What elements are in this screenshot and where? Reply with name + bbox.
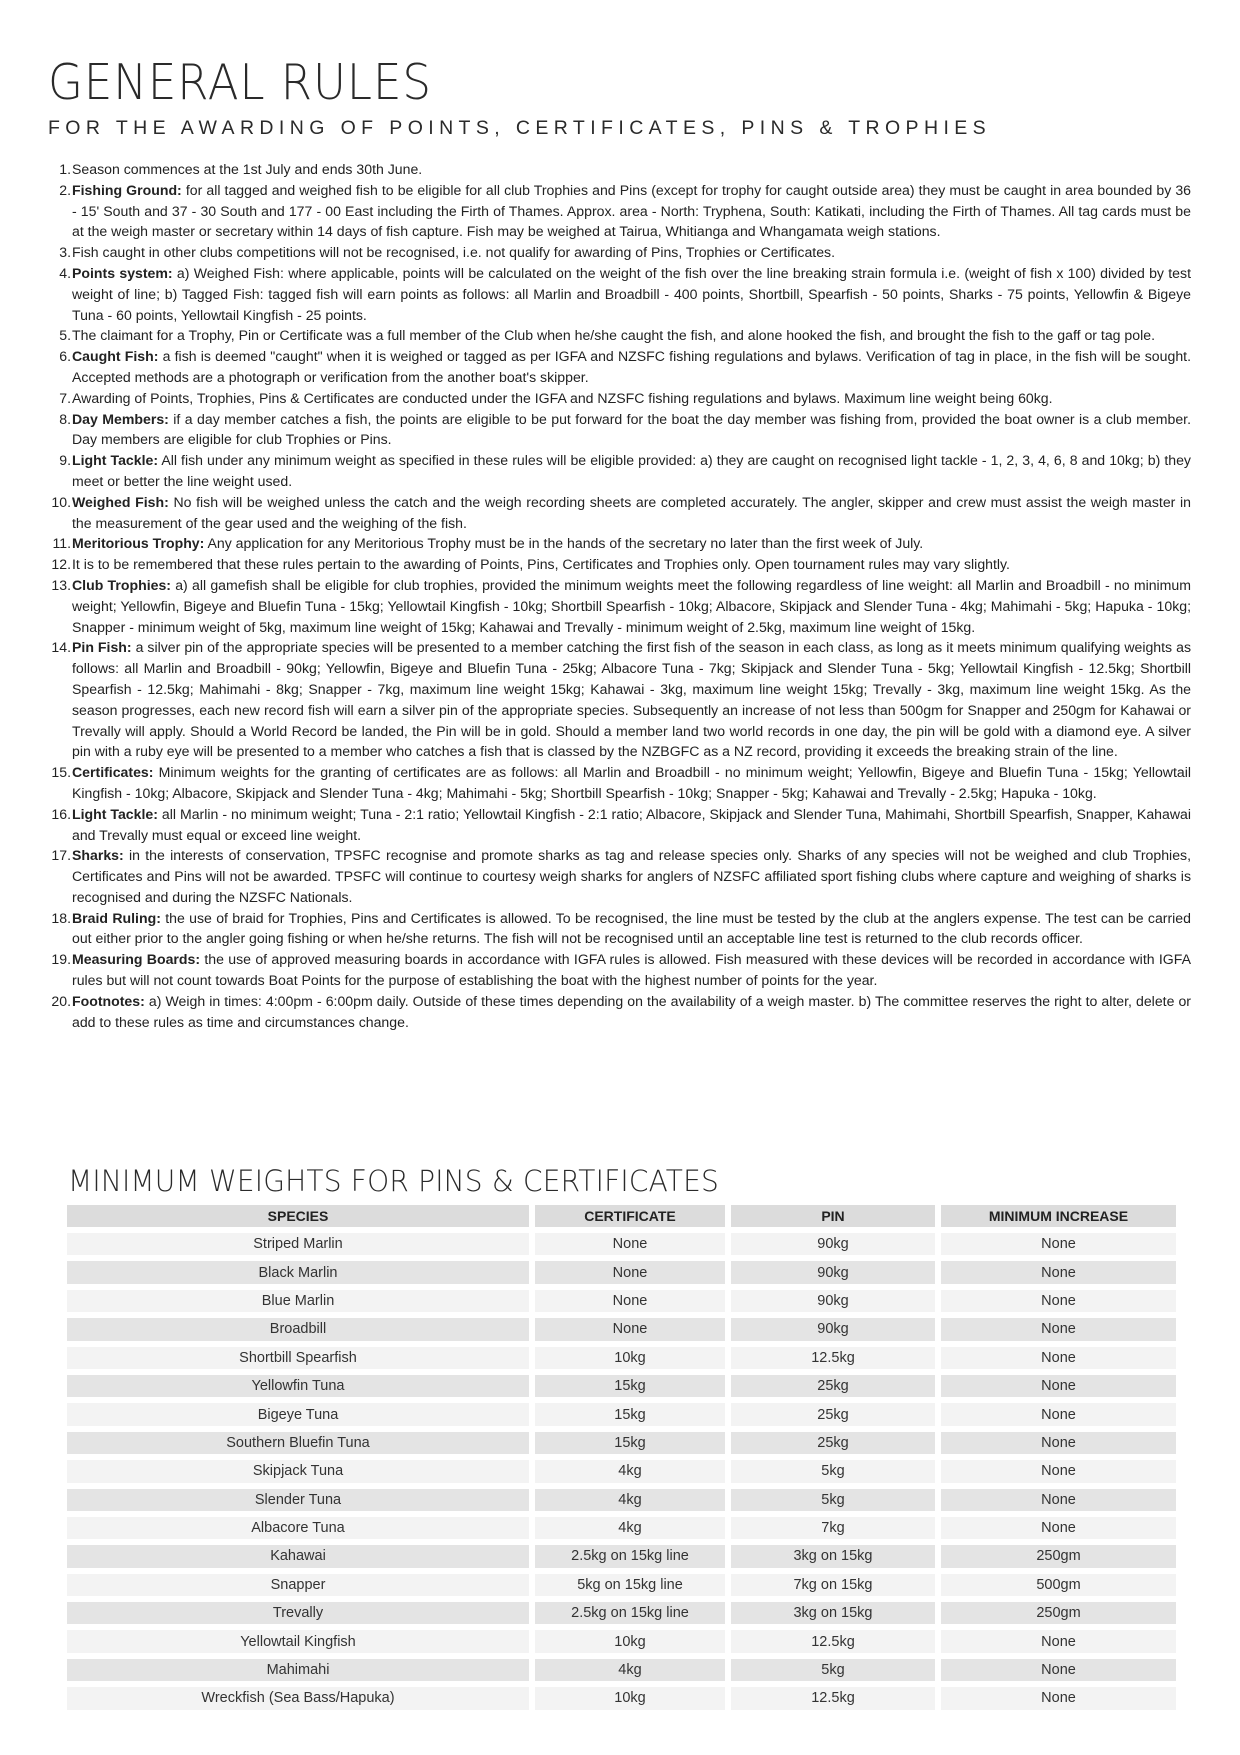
table-row xyxy=(67,1432,1176,1454)
certificate-cell: None xyxy=(535,1290,725,1312)
minimum-increase-cell: 500gm xyxy=(941,1574,1176,1596)
rule-item xyxy=(53,908,1191,950)
rule-item xyxy=(53,325,1191,346)
minimum-weights-table xyxy=(61,1199,1182,1716)
species-cell: Yellowtail Kingfish xyxy=(67,1630,529,1652)
rule-text: a) Weigh in times: 4:00pm - 6:00pm daily. Outside of these times depending on the availability of a weigh master. b) The committee reserves the right to alter, delete or add to these rules as time and circumstances change. xyxy=(72,992,1191,1030)
table-row xyxy=(67,1659,1176,1681)
pin-cell: 5kg xyxy=(731,1489,935,1511)
rule-item xyxy=(53,533,1191,554)
certificate-cell: 4kg xyxy=(535,1517,725,1539)
minimum-increase-cell: None xyxy=(941,1432,1176,1454)
rule-text: No fish will be weighed unless the catch and the weigh recording sheets are completed accurately. The angler, skipper and crew must assist the weigh master in the measurement of the gear used and the weighing of the fish. xyxy=(72,493,1191,531)
rule-heading: Certificates: xyxy=(72,764,154,781)
rule-text: Fish caught in other clubs competitions will not be recognised, i.e. not qualify for awarding of Pins, Trophies or Certificates. xyxy=(72,244,836,261)
table-row xyxy=(67,1318,1176,1340)
table-row xyxy=(67,1545,1176,1567)
certificate-cell: 5kg on 15kg line xyxy=(535,1574,725,1596)
rule-heading: Caught Fish: xyxy=(72,348,159,365)
pin-cell: 90kg xyxy=(731,1261,935,1283)
rule-number: 14. xyxy=(51,639,71,656)
table-row xyxy=(67,1460,1176,1482)
rule-item xyxy=(53,450,1191,492)
table-row xyxy=(67,1375,1176,1397)
rule-number: 4. xyxy=(59,264,71,281)
column-header-minimum-increase: MINIMUM INCREASE xyxy=(941,1205,1176,1227)
minimum-increase-cell: None xyxy=(941,1489,1176,1511)
pin-cell: 12.5kg xyxy=(731,1347,935,1369)
pin-cell: 90kg xyxy=(731,1290,935,1312)
rule-number: 12. xyxy=(51,556,71,573)
rule-heading: Light Tackle: xyxy=(72,805,158,822)
table-row xyxy=(67,1489,1176,1511)
species-cell: Kahawai xyxy=(67,1545,529,1567)
rule-number: 6. xyxy=(59,348,71,365)
rule-text: Minimum weights for the granting of certificates are as follows: all Marlin and Broadbill - no minimum weight; Yellowfin, Bigeye and Bluefin Tuna - 15kg; Yellowtail Kingfish - 10kg; Albacore, Skipjack and Slender Tuna - 4kg; Mahimahi - 5kg; Shortbill Spearfish - 10kg; Snapper - 5kg; Kahawai and Trevally - 2.5kg; Hapuka - 10kg. xyxy=(72,764,1191,801)
table-row xyxy=(67,1602,1176,1624)
species-cell: Snapper xyxy=(67,1574,529,1596)
minimum-increase-cell: None xyxy=(941,1347,1176,1369)
certificate-cell: 15kg xyxy=(535,1432,725,1454)
species-cell: Yellowfin Tuna xyxy=(67,1375,529,1397)
rule-item xyxy=(53,346,1191,388)
rule-item xyxy=(53,263,1191,325)
species-cell: Slender Tuna xyxy=(67,1489,529,1511)
species-cell: Wreckfish (Sea Bass/Hapuka) xyxy=(67,1687,529,1709)
rules-list xyxy=(53,159,1191,1032)
rule-text: the use of braid for Trophies, Pins and Certificates is allowed. To be recognised, the line must be tested by the club at the anglers expense. The test can be carried out either prior to the angler going fishing or when he/she returns. The fish will not be recognised until an acceptable line test is returned to the club records officer. xyxy=(72,909,1191,947)
rule-heading: Sharks: xyxy=(72,847,124,864)
page-title: GENERAL RULES xyxy=(48,54,432,111)
rule-item xyxy=(53,554,1191,575)
certificate-cell: 15kg xyxy=(535,1375,725,1397)
column-header-certificate: CERTIFICATE xyxy=(535,1205,725,1227)
rule-text: Awarding of Points, Trophies, Pins & Certificates are conducted under the IGFA and NZSFC fishing regulations and bylaws. Maximum line weight being 60kg. xyxy=(72,389,1053,406)
rule-heading: Club Trophies: xyxy=(72,576,171,593)
certificate-cell: None xyxy=(535,1318,725,1340)
table-body xyxy=(67,1233,1176,1710)
rule-item xyxy=(53,159,1191,180)
certificate-cell: 10kg xyxy=(535,1347,725,1369)
certificate-cell: 2.5kg on 15kg line xyxy=(535,1545,725,1567)
rule-number: 13. xyxy=(51,576,71,593)
rule-item xyxy=(53,637,1191,762)
certificate-cell: 10kg xyxy=(535,1630,725,1652)
table-row xyxy=(67,1347,1176,1369)
pin-cell: 7kg on 15kg xyxy=(731,1574,935,1596)
rule-number: 17. xyxy=(51,847,71,864)
rule-item xyxy=(53,388,1191,409)
page-subtitle: FOR THE AWARDING OF POINTS, CERTIFICATES, PINS & TROPHIES xyxy=(48,117,992,139)
species-cell: Black Marlin xyxy=(67,1261,529,1283)
rule-heading: Points system: xyxy=(72,264,173,281)
rule-item xyxy=(53,242,1191,263)
rule-heading: Footnotes: xyxy=(72,992,145,1009)
rule-number: 16. xyxy=(51,805,71,822)
rule-item xyxy=(53,492,1191,534)
rule-heading: Meritorious Trophy: xyxy=(72,535,205,552)
table-row xyxy=(67,1261,1176,1283)
rule-text: Any application for any Meritorious Trophy must be in the hands of the secretary no later than the first week of July. xyxy=(204,535,924,552)
column-header-pin: PIN xyxy=(731,1205,935,1227)
column-header-species: SPECIES xyxy=(67,1205,529,1227)
table-row xyxy=(67,1517,1176,1539)
rule-number: 15. xyxy=(51,764,71,781)
pin-cell: 7kg xyxy=(731,1517,935,1539)
rule-number: 9. xyxy=(59,452,71,469)
rule-text: all Marlin - no minimum weight; Tuna - 2:1 ratio; Yellowtail Kingfish - 2:1 ratio; Albacore, Skipjack and Slender Tuna, Mahimahi, Shortbill Spearfish, Snapper, Kahawai and Trevally must equal or exceed line weight. xyxy=(72,805,1191,843)
table-row xyxy=(67,1630,1176,1652)
species-cell: Skipjack Tuna xyxy=(67,1460,529,1482)
minimum-increase-cell: None xyxy=(941,1375,1176,1397)
minimum-increase-cell: 250gm xyxy=(941,1545,1176,1567)
rule-heading: Measuring Boards: xyxy=(72,951,201,968)
rule-item xyxy=(53,845,1191,907)
pin-cell: 12.5kg xyxy=(731,1630,935,1652)
rule-item xyxy=(53,949,1191,991)
rule-heading: Braid Ruling: xyxy=(72,909,161,926)
pin-cell: 25kg xyxy=(731,1432,935,1454)
rule-number: 2. xyxy=(59,181,71,198)
species-cell: Trevally xyxy=(67,1602,529,1624)
certificate-cell: 10kg xyxy=(535,1687,725,1709)
pin-cell: 90kg xyxy=(731,1318,935,1340)
pin-cell: 3kg on 15kg xyxy=(731,1602,935,1624)
rule-text: All fish under any minimum weight as specified in these rules will be eligible provided: a) they are caught on recognised light tackle - 1, 2, 3, 4, 6, 8 and 10kg; b) they meet or better the line weight used. xyxy=(72,452,1191,489)
rule-text: It is to be remembered that these rules pertain to the awarding of Points, Pins, Certificates and Trophies only. Open tournament rules may vary slightly. xyxy=(72,556,1010,573)
rule-number: 3. xyxy=(59,244,71,261)
species-cell: Blue Marlin xyxy=(67,1290,529,1312)
rule-text: the use of approved measuring boards in accordance with IGFA rules is allowed. Fish measured with these devices will be recorded in accordance with IGFA rules but will not count towards Boat Points for the purpose of establishing the boat with the highest number of points for the year. xyxy=(72,951,1191,989)
rule-item xyxy=(53,804,1191,846)
rule-text: if a day member catches a fish, the points are eligible to be put forward for the boat the day member was fishing from, provided the boat owner is a club member. Day members are eligible for club Trophies or Pins. xyxy=(72,410,1191,448)
minimum-increase-cell: None xyxy=(941,1687,1176,1709)
rule-heading: Fishing Ground: xyxy=(72,181,182,198)
certificate-cell: None xyxy=(535,1233,725,1255)
minimum-increase-cell: None xyxy=(941,1318,1176,1340)
rule-number: 8. xyxy=(59,410,71,427)
rule-text: Season commences at the 1st July and ends 30th June. xyxy=(72,161,423,177)
rule-text: a fish is deemed "caught" when it is weighed or tagged as per IGFA and NZSFC fishing regulations and bylaws. Verification of tag in place, in the fish will be sought. Accepted methods are a photograph or verification from the another boat's skipper. xyxy=(72,348,1191,385)
pin-cell: 12.5kg xyxy=(731,1687,935,1709)
rule-heading: Light Tackle: xyxy=(72,452,159,469)
rule-number: 7. xyxy=(59,389,71,406)
table-row xyxy=(67,1687,1176,1709)
table-row xyxy=(67,1290,1176,1312)
minimum-increase-cell: None xyxy=(941,1460,1176,1482)
minimum-increase-cell: None xyxy=(941,1403,1176,1425)
minimum-increase-cell: 250gm xyxy=(941,1602,1176,1624)
species-cell: Striped Marlin xyxy=(67,1233,529,1255)
species-cell: Southern Bluefin Tuna xyxy=(67,1432,529,1454)
rule-text: a) Weighed Fish: where applicable, points will be calculated on the weight of the fish over the line breaking strain formula i.e. (weight of fish x 100) divided by test weight of line; b) Tagged Fish: tagged fish will earn points as follows: all Marlin and Broadbill - 400 points, Shortbill, Spearfish - 50 points, Sharks - 75 points, Yellowfin & Bigeye Tuna - 60 points, Yellowtail Kingfish - 25 points. xyxy=(72,264,1191,323)
rule-text: a silver pin of the appropriate species will be presented to a member catching the first fish of the season in each class, as long as it meets minimum qualifying weights as follows: all Marlin and Broadbill - 90kg; Yellowfin, Bigeye and Bluefin Tuna - 25kg; Albacore Tuna - 7kg; Skipjack and Slender Tuna - 5kg; Yellowtail Kingfish - 12.5kg; Shortbill Spearfish - 12.5kg; Mahimahi - 8kg; Snapper - 7kg, maximum line weight 15kg; Kahawai - 3kg, maximum line weight 15kg; Trevally - 3kg, maximum line weight 15kg. As the season progresses, each new record fish will earn a silver pin of the appropriate species. Subsequently an increase of not less than 500gm for Snapper and 250gm for Kahawai or Trevally will apply. Should a World Record be landed, the Pin will be in gold. Should a member land two world records in one day, the pin will be gold with a diamond eye. A silver pin with a ruby eye will be presented to a member who catches a fish that is classed by the NZBGFC as a NZ record, providing it exceeds the breaking strain of the line. xyxy=(72,639,1191,760)
minimum-increase-cell: None xyxy=(941,1517,1176,1539)
rule-number: 1. xyxy=(59,161,71,177)
table-header-row xyxy=(67,1205,1176,1227)
rule-text: in the interests of conservation, TPSFC recognise and promote sharks as tag and release species only. Sharks of any species will not be weighed and club Trophies, Certificates and Pins will not be awarded. TPSFC will continue to courtesy weigh sharks for anglers of NZSFC affiliated sport fishing clubs where capture and weighing of sharks is recognised and during the NZSFC Nationals. xyxy=(72,847,1191,905)
species-cell: Mahimahi xyxy=(67,1659,529,1681)
rule-item xyxy=(53,762,1191,804)
pin-cell: 90kg xyxy=(731,1233,935,1255)
rule-number: 18. xyxy=(51,909,71,926)
pin-cell: 25kg xyxy=(731,1403,935,1425)
rule-heading: Weighed Fish: xyxy=(72,493,169,510)
species-cell: Broadbill xyxy=(67,1318,529,1340)
certificate-cell: None xyxy=(535,1261,725,1283)
rule-item xyxy=(53,575,1191,637)
rule-number: 10. xyxy=(51,493,71,510)
rule-number: 5. xyxy=(59,327,71,344)
table-row xyxy=(67,1574,1176,1596)
pin-cell: 5kg xyxy=(731,1659,935,1681)
species-cell: Bigeye Tuna xyxy=(67,1403,529,1425)
rule-number: 19. xyxy=(51,951,71,968)
rule-number: 20. xyxy=(51,992,71,1009)
rule-text: for all tagged and weighed fish to be eligible for all club Trophies and Pins (except for trophy for caught outside area) they must be caught in area bounded by 36 - 15' South and 37 - 30 South and 177 - 00 East including the Firth of Thames. Approx. area - North: Tryphena, South: Katikati, including the Firth of Thames. All tag cards must be at the weigh master or secretary within 14 days of fish capture. Fish may be weighed at Tairua, Whitianga and Whangamata weigh stations. xyxy=(72,181,1191,240)
minimum-increase-cell: None xyxy=(941,1290,1176,1312)
rule-item xyxy=(53,991,1191,1033)
certificate-cell: 15kg xyxy=(535,1403,725,1425)
certificate-cell: 2.5kg on 15kg line xyxy=(535,1602,725,1624)
pin-cell: 5kg xyxy=(731,1460,935,1482)
species-cell: Albacore Tuna xyxy=(67,1517,529,1539)
table-row xyxy=(67,1233,1176,1255)
weights-section-title: MINIMUM WEIGHTS FOR PINS & CERTIFICATES xyxy=(68,1164,719,1198)
rule-heading: Day Members: xyxy=(72,410,169,427)
certificate-cell: 4kg xyxy=(535,1460,725,1482)
rule-text: a) all gamefish shall be eligible for club trophies, provided the minimum weights meet the following regardless of line weight: all Marlin and Broadbill - no minimum weight; Yellowfin, Bigeye and Bluefin Tuna - 15kg; Yellowtail Kingfish - 10kg; Shortbill Spearfish - 10kg; Albacore, Skipjack and Slender Tuna - 4kg; Mahimahi - 5kg; Hapuka - 10kg; Snapper - minimum weight of 5kg, maximum line weight of 15kg; Kahawai and Trevally - minimum weight of 2.5kg, maximum line weight of 15kg. xyxy=(72,576,1191,635)
certificate-cell: 4kg xyxy=(535,1489,725,1511)
species-cell: Shortbill Spearfish xyxy=(67,1347,529,1369)
rule-item xyxy=(53,180,1191,242)
rule-item xyxy=(53,409,1191,451)
table-row xyxy=(67,1403,1176,1425)
certificate-cell: 4kg xyxy=(535,1659,725,1681)
minimum-increase-cell: None xyxy=(941,1233,1176,1255)
minimum-increase-cell: None xyxy=(941,1630,1176,1652)
minimum-increase-cell: None xyxy=(941,1659,1176,1681)
pin-cell: 3kg on 15kg xyxy=(731,1545,935,1567)
rule-number: 11. xyxy=(52,535,71,552)
rule-text: The claimant for a Trophy, Pin or Certificate was a full member of the Club when he/she caught the fish, and alone hooked the fish, and brought the fish to the gaff or tag pole. xyxy=(72,327,1155,344)
minimum-increase-cell: None xyxy=(941,1261,1176,1283)
pin-cell: 25kg xyxy=(731,1375,935,1397)
rule-heading: Pin Fish: xyxy=(72,639,132,656)
